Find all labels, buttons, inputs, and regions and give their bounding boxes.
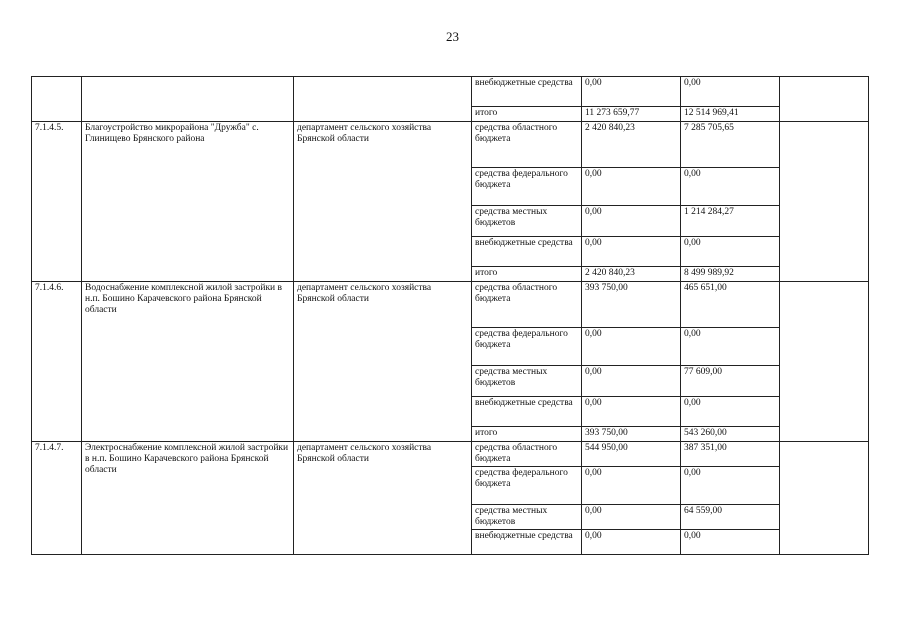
value-cell-2: 64 559,00 bbox=[681, 505, 780, 530]
dept-cell: департамент сельского хозяйства Брянской области bbox=[294, 442, 472, 555]
table-row bbox=[32, 77, 869, 107]
value-cell-1: 0,00 bbox=[582, 467, 681, 505]
value-cell-1: 11 273 659,77 bbox=[582, 107, 681, 122]
value-cell-1: 0,00 bbox=[582, 77, 681, 107]
table-row bbox=[32, 122, 869, 168]
name-cell: Благоустройство микрорайона "Дружба" с. Глинищево Брянского района bbox=[82, 122, 294, 282]
budget-table bbox=[31, 76, 869, 555]
value-cell-1: 0,00 bbox=[582, 366, 681, 397]
source-cell: итого bbox=[472, 107, 582, 122]
source-cell: средства федерального бюджета bbox=[472, 328, 582, 366]
source-cell: средства областного бюджета bbox=[472, 442, 582, 467]
table-row bbox=[32, 282, 869, 328]
value-cell-1: 0,00 bbox=[582, 397, 681, 427]
note-cell bbox=[780, 442, 869, 555]
page-number: 23 bbox=[446, 29, 459, 44]
code-cell bbox=[32, 77, 82, 122]
value-cell-2: 0,00 bbox=[681, 397, 780, 427]
value-cell-1: 544 950,00 bbox=[582, 442, 681, 467]
name-cell: Водоснабжение комплексной жилой застройки в н.п. Бошино Карачевского района Брянской области bbox=[82, 282, 294, 442]
dept-cell: департамент сельского хозяйства Брянской области bbox=[294, 122, 472, 282]
value-cell-2: 7 285 705,65 bbox=[681, 122, 780, 168]
value-cell-2: 12 514 969,41 bbox=[681, 107, 780, 122]
value-cell-2: 0,00 bbox=[681, 168, 780, 206]
value-cell-2: 0,00 bbox=[681, 237, 780, 267]
value-cell-1: 0,00 bbox=[582, 206, 681, 237]
value-cell-2: 543 260,00 bbox=[681, 427, 780, 442]
dept-cell: департамент сельского хозяйства Брянской области bbox=[294, 282, 472, 442]
note-cell bbox=[780, 77, 869, 122]
code-cell: 7.1.4.6. bbox=[32, 282, 82, 442]
value-cell-2: 465 651,00 bbox=[681, 282, 780, 328]
value-cell-2: 0,00 bbox=[681, 530, 780, 555]
note-cell bbox=[780, 282, 869, 442]
value-cell-1: 0,00 bbox=[582, 530, 681, 555]
code-cell: 7.1.4.5. bbox=[32, 122, 82, 282]
source-cell: внебюджетные средства bbox=[472, 237, 582, 267]
table-row bbox=[32, 442, 869, 467]
value-cell-1: 393 750,00 bbox=[582, 427, 681, 442]
source-cell: внебюджетные средства bbox=[472, 77, 582, 107]
value-cell-2: 1 214 284,27 bbox=[681, 206, 780, 237]
source-cell: итого bbox=[472, 427, 582, 442]
value-cell-1: 0,00 bbox=[582, 168, 681, 206]
value-cell-2: 0,00 bbox=[681, 77, 780, 107]
value-cell-2: 387 351,00 bbox=[681, 442, 780, 467]
value-cell-2: 0,00 bbox=[681, 467, 780, 505]
table-body bbox=[32, 77, 869, 555]
value-cell-2: 8 499 989,92 bbox=[681, 267, 780, 282]
value-cell-1: 2 420 840,23 bbox=[582, 267, 681, 282]
source-cell: средства местных бюджетов bbox=[472, 206, 582, 237]
source-cell: средства областного бюджета bbox=[472, 282, 582, 328]
dept-cell bbox=[294, 77, 472, 122]
note-cell bbox=[780, 122, 869, 282]
source-cell: средства местных бюджетов bbox=[472, 505, 582, 530]
source-cell: внебюджетные средства bbox=[472, 397, 582, 427]
code-cell: 7.1.4.7. bbox=[32, 442, 82, 555]
value-cell-2: 77 609,00 bbox=[681, 366, 780, 397]
source-cell: средства местных бюджетов bbox=[472, 366, 582, 397]
value-cell-1: 0,00 bbox=[582, 505, 681, 530]
source-cell: средства федерального бюджета bbox=[472, 168, 582, 206]
value-cell-1: 2 420 840,23 bbox=[582, 122, 681, 168]
name-cell: Электроснабжение комплексной жилой застройки в н.п. Бошино Карачевского района Брянской области bbox=[82, 442, 294, 555]
source-cell: итого bbox=[472, 267, 582, 282]
value-cell-1: 0,00 bbox=[582, 328, 681, 366]
source-cell: средства областного бюджета bbox=[472, 122, 582, 168]
value-cell-1: 0,00 bbox=[582, 237, 681, 267]
name-cell bbox=[82, 77, 294, 122]
value-cell-1: 393 750,00 bbox=[582, 282, 681, 328]
source-cell: средства федерального бюджета bbox=[472, 467, 582, 505]
value-cell-2: 0,00 bbox=[681, 328, 780, 366]
source-cell: внебюджетные средства bbox=[472, 530, 582, 555]
